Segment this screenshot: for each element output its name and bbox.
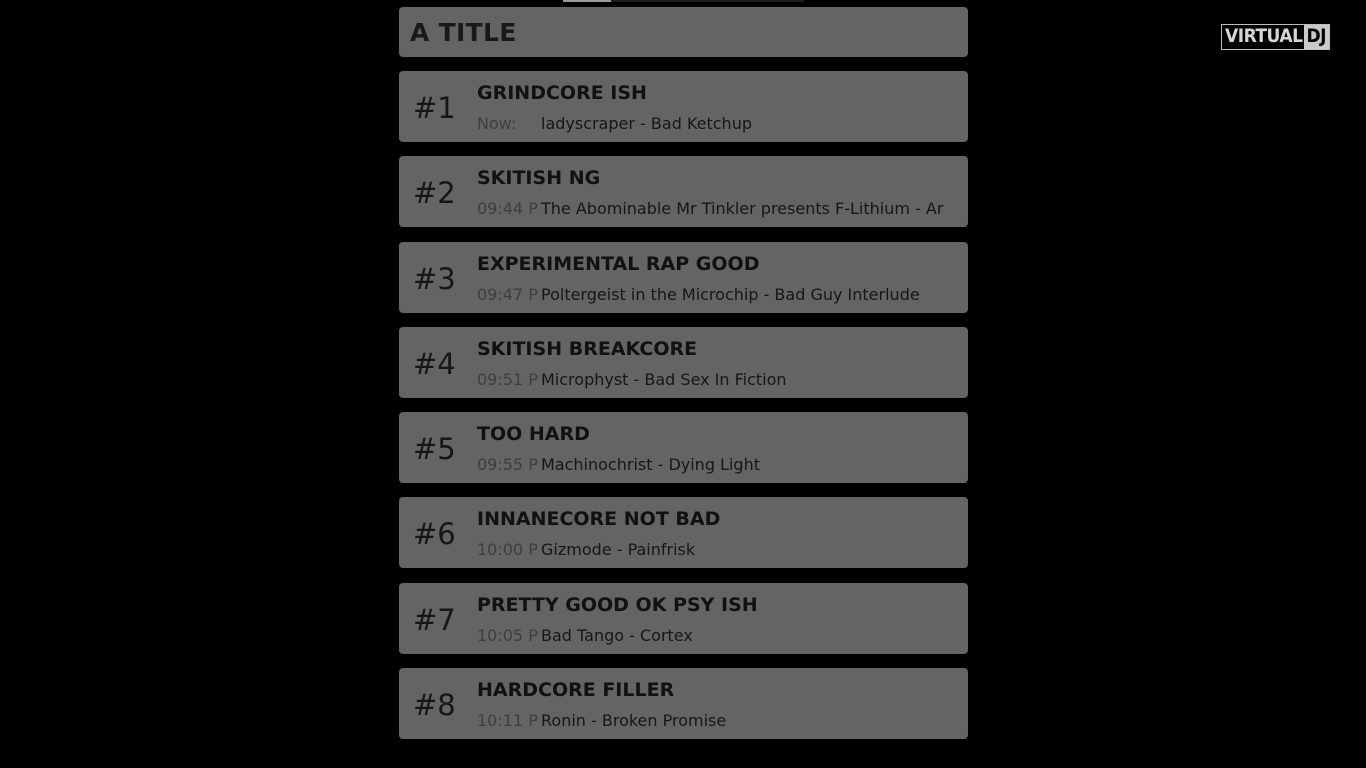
track-label: Gizmode - Painfrisk xyxy=(541,540,696,560)
time-label: 09:44 P xyxy=(477,199,538,219)
track-line xyxy=(477,285,951,304)
title-box xyxy=(399,7,968,57)
track-line xyxy=(477,540,951,559)
playlist-item[interactable] xyxy=(399,327,968,398)
playlist-item[interactable] xyxy=(399,156,968,227)
playlist-item[interactable] xyxy=(399,242,968,313)
logo-text-right: DJ xyxy=(1304,25,1329,49)
time-label: 10:11 P xyxy=(477,711,538,731)
genre-label: SKITISH NG xyxy=(477,167,601,190)
track-label: Bad Tango - Cortex xyxy=(541,625,693,645)
rank-label: #8 xyxy=(413,688,456,723)
track-line xyxy=(477,199,951,218)
track-label: ladyscraper - Bad Ketchup xyxy=(541,114,752,133)
playlist-item[interactable] xyxy=(399,497,968,568)
track-label: Machinochrist - Dying Light xyxy=(541,455,760,475)
rank-label: #3 xyxy=(413,261,456,296)
rank-label: #7 xyxy=(413,602,456,637)
logo-text-left: VIRTUAL xyxy=(1222,25,1304,49)
genre-label: GRINDCORE ISH xyxy=(477,82,647,104)
time-label: 10:05 P xyxy=(477,625,538,645)
track-line xyxy=(477,114,951,133)
time-label: 09:51 P xyxy=(477,369,538,389)
playlist-item[interactable] xyxy=(399,71,968,142)
time-label: 09:55 P xyxy=(477,455,538,475)
track-line xyxy=(477,711,951,730)
track-label: Ronin - Broken Promise xyxy=(541,711,727,731)
genre-label: EXPERIMENTAL RAP GOOD xyxy=(477,252,760,275)
genre-label: SKITISH BREAKCORE xyxy=(477,337,698,360)
virtualdj-logo xyxy=(1221,24,1330,50)
playlist xyxy=(399,71,968,753)
track-label: The Abominable Mr Tinkler presents F-Lithium - Ar xyxy=(541,199,944,219)
track-label: Microphyst - Bad Sex In Fiction xyxy=(541,369,787,389)
genre-label: TOO HARD xyxy=(477,423,590,446)
rank-label: #1 xyxy=(413,91,456,125)
rank-label: #4 xyxy=(413,346,456,381)
track-label: Poltergeist in the Microchip - Bad Guy Interlude xyxy=(541,284,920,304)
genre-label: INNANECORE NOT BAD xyxy=(477,508,721,531)
time-label: 09:47 P xyxy=(477,284,538,304)
track-line xyxy=(477,455,951,474)
rank-label: #5 xyxy=(413,432,456,467)
time-label: 10:00 P xyxy=(477,540,538,560)
top-progress-indicator xyxy=(563,0,611,2)
rank-label: #2 xyxy=(413,176,456,211)
playlist-item[interactable] xyxy=(399,668,968,739)
track-line xyxy=(477,370,951,389)
genre-label: PRETTY GOOD OK PSY ISH xyxy=(477,593,758,616)
page-title: A TITLE xyxy=(410,17,517,47)
time-label: Now: xyxy=(477,114,517,133)
rank-label: #6 xyxy=(413,517,456,552)
genre-label: HARDCORE FILLER xyxy=(477,679,675,702)
playlist-item[interactable] xyxy=(399,412,968,483)
playlist-item[interactable] xyxy=(399,583,968,654)
track-line xyxy=(477,626,951,645)
